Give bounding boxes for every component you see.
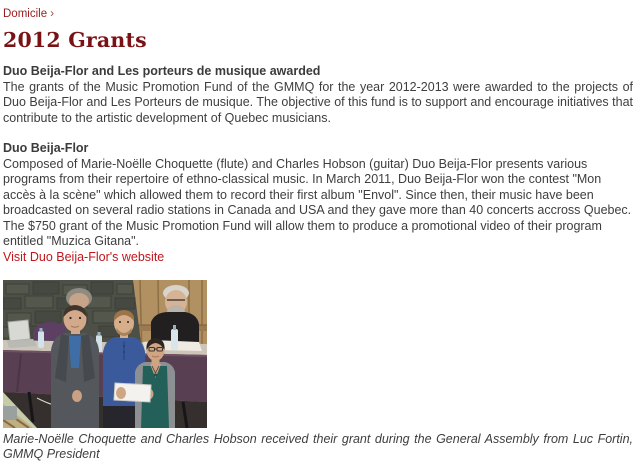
photo-caption: Marie-Noëlle Choquette and Charles Hobson received their grant during the General Assembly from Luc Fortin, GMMQ President [3, 432, 633, 461]
grant-photo-figure [3, 280, 633, 462]
duo-body-text: Composed of Marie-Noëlle Choquette (flute) and Charles Hobson (guitar) Duo Beija-Flor presents various programs from their repertoire of ethno-classical music. In March 2011, Duo Beija-Flor won the contest "Mon accès à la scène" which allowed them to record their first album "Envol". Since then, their music have been broadcasted on several radio stations in Canada and USA and they gave more than 40 concerts accross Quebec. The $750 grant of the Music Promotion Fund will allow them to produce a promotional video of their program entitled "Muzica Gitana". [3, 156, 632, 248]
duo-website-link[interactable]: Visit Duo Beija-Flor's website [3, 249, 165, 264]
intro-paragraph [3, 64, 633, 126]
duo-paragraph [3, 141, 633, 265]
breadcrumb-home-link[interactable]: Domicile [3, 8, 48, 20]
intro-body-text: The grants of the Music Promotion Fund of the GMMQ for the year 2012-2013 were awarded to the projects of Duo Beija-Flor and Les Porteurs de musique. The objective of this fund is to support and encourage initiatives that contribute to the artistic development of Quebec musicians. [3, 79, 633, 125]
intro-heading: Duo Beija-Flor and Les porteurs de musique awarded [3, 64, 321, 78]
grant-photo [3, 280, 633, 428]
duo-heading: Duo Beija-Flor [3, 141, 89, 155]
breadcrumb-separator-icon: › [50, 6, 55, 20]
grant-photo-image [3, 280, 207, 428]
page-title: 2012 Grants [3, 28, 147, 52]
breadcrumb [3, 7, 633, 21]
